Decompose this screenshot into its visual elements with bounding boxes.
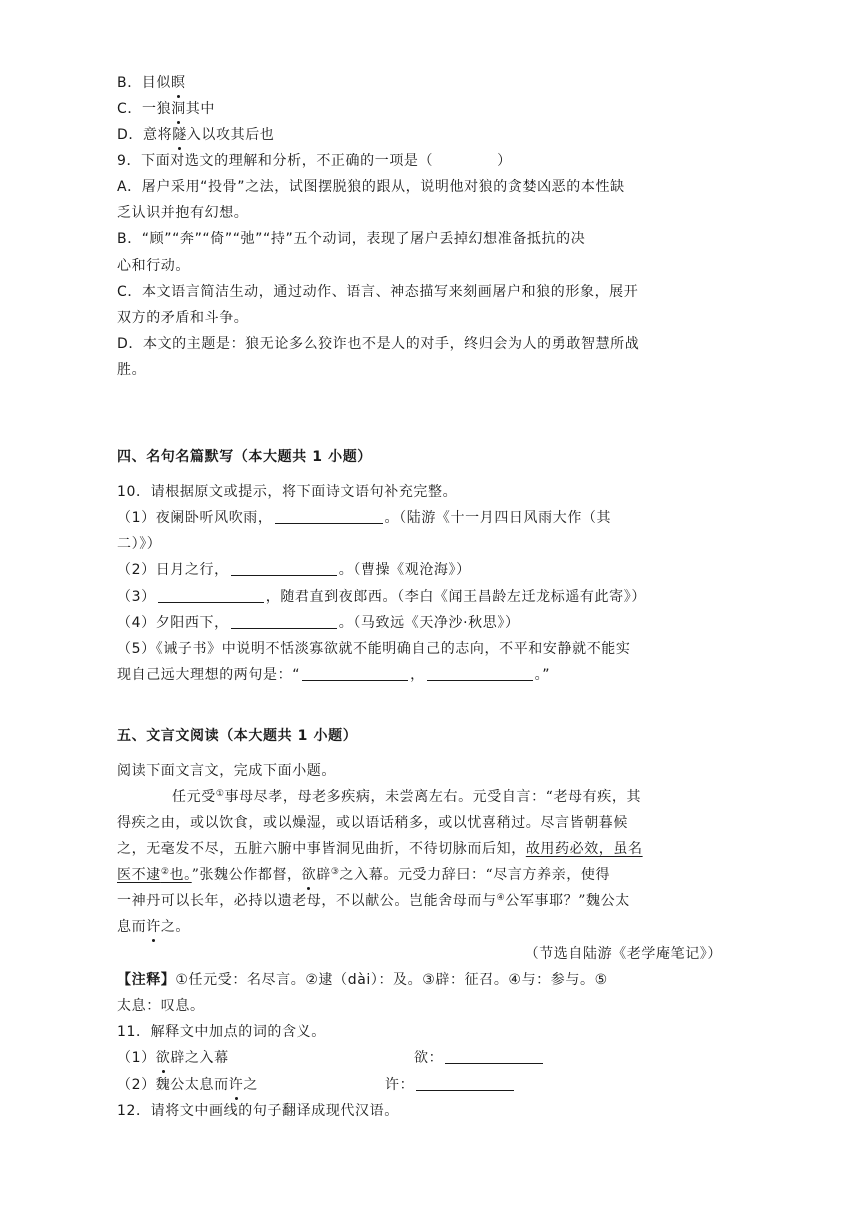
q8-option-d: D．意将隧入以攻其后也 (117, 127, 275, 143)
q10-item2: （2）日月之行， 。（曹操《观沧海》） (117, 562, 471, 578)
q11-stem: 11．解释文中加点的词的含义。 (117, 1024, 326, 1040)
passage-line-5: 一神丹可以长年，必持以遗老母，不以献公。岂能舍母而与④公军事耶？”魏公太 (117, 893, 630, 909)
answer-blank[interactable] (445, 1049, 543, 1064)
q9-option-a-line2: 乏认识并抱有幻想。 (117, 205, 249, 221)
q9-option-d-line2: 胜。 (117, 362, 147, 378)
note-mark: ③ (330, 867, 340, 877)
section5-heading: 五、文言文阅读（本大题共 1 小题） (117, 728, 358, 744)
passage-line-1: 任元受①事母尽孝，母老多疾病，未尝离左右。元受自言：“老母有疾，其 (172, 789, 642, 805)
q10-item5-line1: （5）《诫子书》中说明不恬淡寡欲就不能明确自己的志向，不平和安静就不能实 (117, 641, 631, 657)
answer-blank[interactable] (158, 588, 264, 603)
answer-blank[interactable] (302, 666, 408, 681)
q10-item1-cont: 二）》） (117, 536, 162, 552)
answer-blank[interactable] (275, 509, 383, 524)
q8-option-b: B．目似瞑 (117, 75, 186, 91)
underlined-sentence: 医不逮②也。 (117, 867, 192, 883)
passage-line-2: 得疾之由，或以饮食，或以燥湿，或以语话稍多，或以忧喜稍过。尽言皆朝暮候 (117, 815, 628, 831)
q11-item2: （2）魏公太息而许之 (117, 1077, 258, 1093)
notes-line1: 【注释】①任元受：名尽言。②逮（dài）：及。③辟：征召。④与：参与。⑤ (117, 972, 608, 988)
q10-item3: （3） ，随君直到夜郎西。（李白《闻王昌龄左迁龙标遥有此寄》） (117, 589, 646, 605)
q11-item1-answer: 欲： (414, 1048, 545, 1068)
emphasis-dot-char: 洞 (171, 101, 186, 117)
passage-source: （节选自陆游《老学庵笔记》） (524, 946, 722, 962)
q10-item5-line2: 现自己远大理想的两句是：“ ， 。” (117, 667, 551, 683)
emphasis-dot-char: 隧 (172, 127, 187, 143)
q11-item1: （1）欲辟之入幕 (117, 1050, 229, 1066)
q11-item2-answer: 许： (385, 1075, 516, 1095)
q9-option-c-line1: C．本文语言简洁生动，通过动作、语言、神态描写来刻画屠户和狼的形象，展开 (117, 284, 639, 300)
q10-stem: 10．请根据原文或提示，将下面诗文语句补充完整。 (117, 484, 458, 500)
q9-option-c-line2: 双方的矛盾和斗争。 (117, 310, 249, 326)
note-mark: ② (160, 867, 170, 877)
emphasis-dot-char: 许 (228, 1077, 244, 1093)
section5-intro: 阅读下面文言文，完成下面小题。 (117, 763, 336, 779)
passage-line-3: 之，无毫发不尽，五脏六腑中事皆洞见曲折，不待切脉而后知，故用药必效，虽名 (117, 841, 643, 857)
answer-blank[interactable] (427, 666, 533, 681)
q9-option-b-line2: 心和行动。 (117, 258, 190, 274)
q9-option-b-line1: B．“顾”“奔”“倚”“弛”“持”五个动词，表现了屠户丢掉幻想准备抵抗的决 (117, 231, 586, 247)
emphasis-dot-char: 瞑 (171, 75, 186, 91)
answer-blank[interactable] (416, 1076, 514, 1091)
emphasis-dot-char: 欲 (155, 1050, 171, 1066)
answer-blank[interactable] (231, 614, 337, 629)
q10-item4: （4）夕阳西下， 。（马致远《天净沙·秋思》） (117, 615, 520, 631)
passage-line-6: 息而许之。 (117, 919, 191, 935)
q8-option-c: C．一狼洞其中 (117, 101, 215, 117)
q9-option-a-line1: A．屠户采用“投骨”之法，试图摆脱狼的跟从，说明他对狼的贪婪凶恶的本性缺 (117, 179, 625, 195)
note-mark: ④ (496, 893, 506, 903)
notes-line2: 太息：叹息。 (117, 998, 205, 1014)
q10-item1: （1）夜阑卧听风吹雨， 。（陆游《十一月四日风雨大作（其 (117, 510, 612, 526)
answer-blank[interactable] (231, 561, 337, 576)
q12-stem: 12．请将文中画线的句子翻译成现代汉语。 (117, 1103, 399, 1119)
q9-option-d-line1: D．本文的主题是：狼无论多么狡诈也不是人的对手，终归会为人的勇敢智慧所战 (117, 336, 640, 352)
passage-line-4: 医不逮②也。”张魏公作都督，欲辟③之入幕。元受力辞曰：“尽言方养亲，使得 (117, 867, 611, 883)
note-mark: ① (215, 789, 225, 799)
section4-heading: 四、名句名篇默写（本大题共 1 小题） (117, 449, 372, 465)
emphasis-dot-char: 许 (146, 919, 161, 935)
q9-stem: 9．下面对选文的理解和分析，不正确的一项是（ ） (117, 153, 512, 169)
underlined-sentence: 故用药必效，虽名 (525, 841, 643, 857)
emphasis-dot-char: 欲 (301, 867, 317, 883)
